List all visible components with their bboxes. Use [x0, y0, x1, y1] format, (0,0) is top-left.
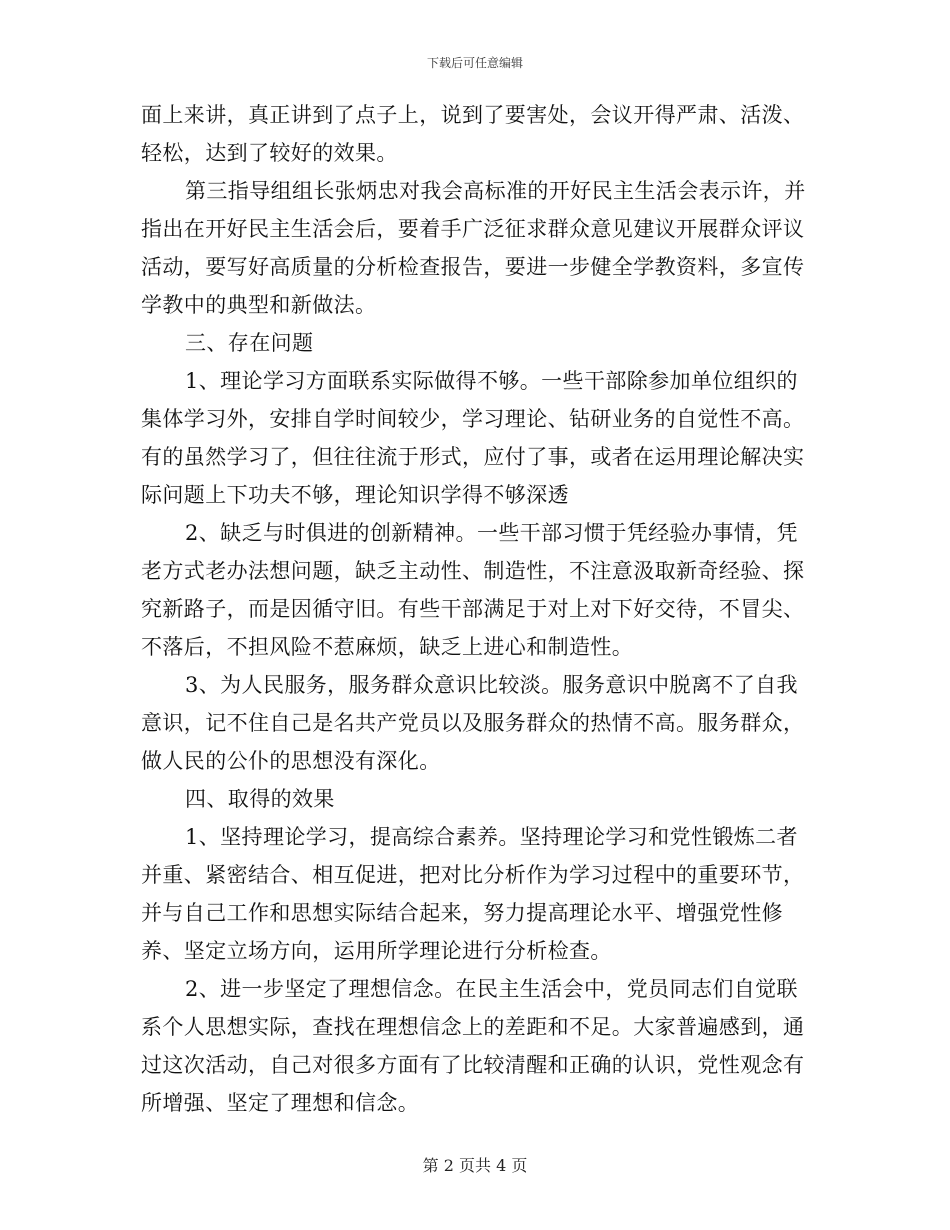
paragraph-problem-1: 1、理论学习方面联系实际做得不够。一些干部除参加单位组织的集体学习外，安排自学时间较少，学习理论、钻研业务的自觉性不高。有的虽然学习了，但往往流于形式，应付了事，或者在运用理论解决实际问题上下功夫不够，理论知识学得不够深透	[141, 369, 805, 507]
paragraph-continuation: 面上来讲，真正讲到了点子上，说到了要害处，会议开得严肃、活泼、轻松，达到了较好的效果。	[141, 103, 805, 165]
paragraph-leader-remarks: 第三指导组组长张炳忠对我会高标准的开好民主生活会表示许，并指出在开好民主生活会后，要着手广泛征求群众意见建议开展群众评议活动，要写好高质量的分析检查报告，要进一步健全学教资料，多宣传学教中的典型和新做法。	[141, 179, 806, 317]
page-header: 下载后可任意编辑	[426, 56, 523, 70]
paragraph-result-2: 2、进一步坚定了理想信念。在民主生活会中，党员同志们自觉联系个人思想实际，查找在理想信念上的差距和不足。大家普遍感到，通过这次活动，自己对很多方面有了比较清醒和正确的认识，党性观念有所增强、坚定了理想和信念。	[141, 977, 805, 1115]
paragraph-result-1: 1、坚持理论学习，提高综合素养。坚持理论学习和党性锻炼二者并重、紧密结合、相互促进，把对比分析作为学习过程中的重要环节，并与自己工作和思想实际结合起来，努力提高理论水平、增强党性修养、坚定立场方向，运用所学理论进行分析检查。	[141, 825, 805, 963]
document-body	[141, 96, 813, 1122]
section-heading-problems: 三、存在问题	[185, 331, 314, 355]
paragraph-problem-2: 2、缺乏与时俱进的创新精神。一些干部习惯于凭经验办事情，凭老方式老办法想问题，缺乏主动性、制造性，不注意汲取新奇经验、探究新路子，而是因循守旧。有些干部满足于对上对下好交待，不冒尖、不落后，不担风险不惹麻烦，缺乏上进心和制造性。	[141, 521, 805, 659]
section-heading-results: 四、取得的效果	[185, 787, 335, 811]
page-footer: 第 2 页共 4 页	[422, 1156, 528, 1175]
paragraph-problem-3: 3、为人民服务，服务群众意识比较淡。服务意识中脱离不了自我意识，记不住自己是名共产党员以及服务群众的热情不高。服务群众，做人民的公仆的思想没有深化。	[141, 673, 805, 773]
